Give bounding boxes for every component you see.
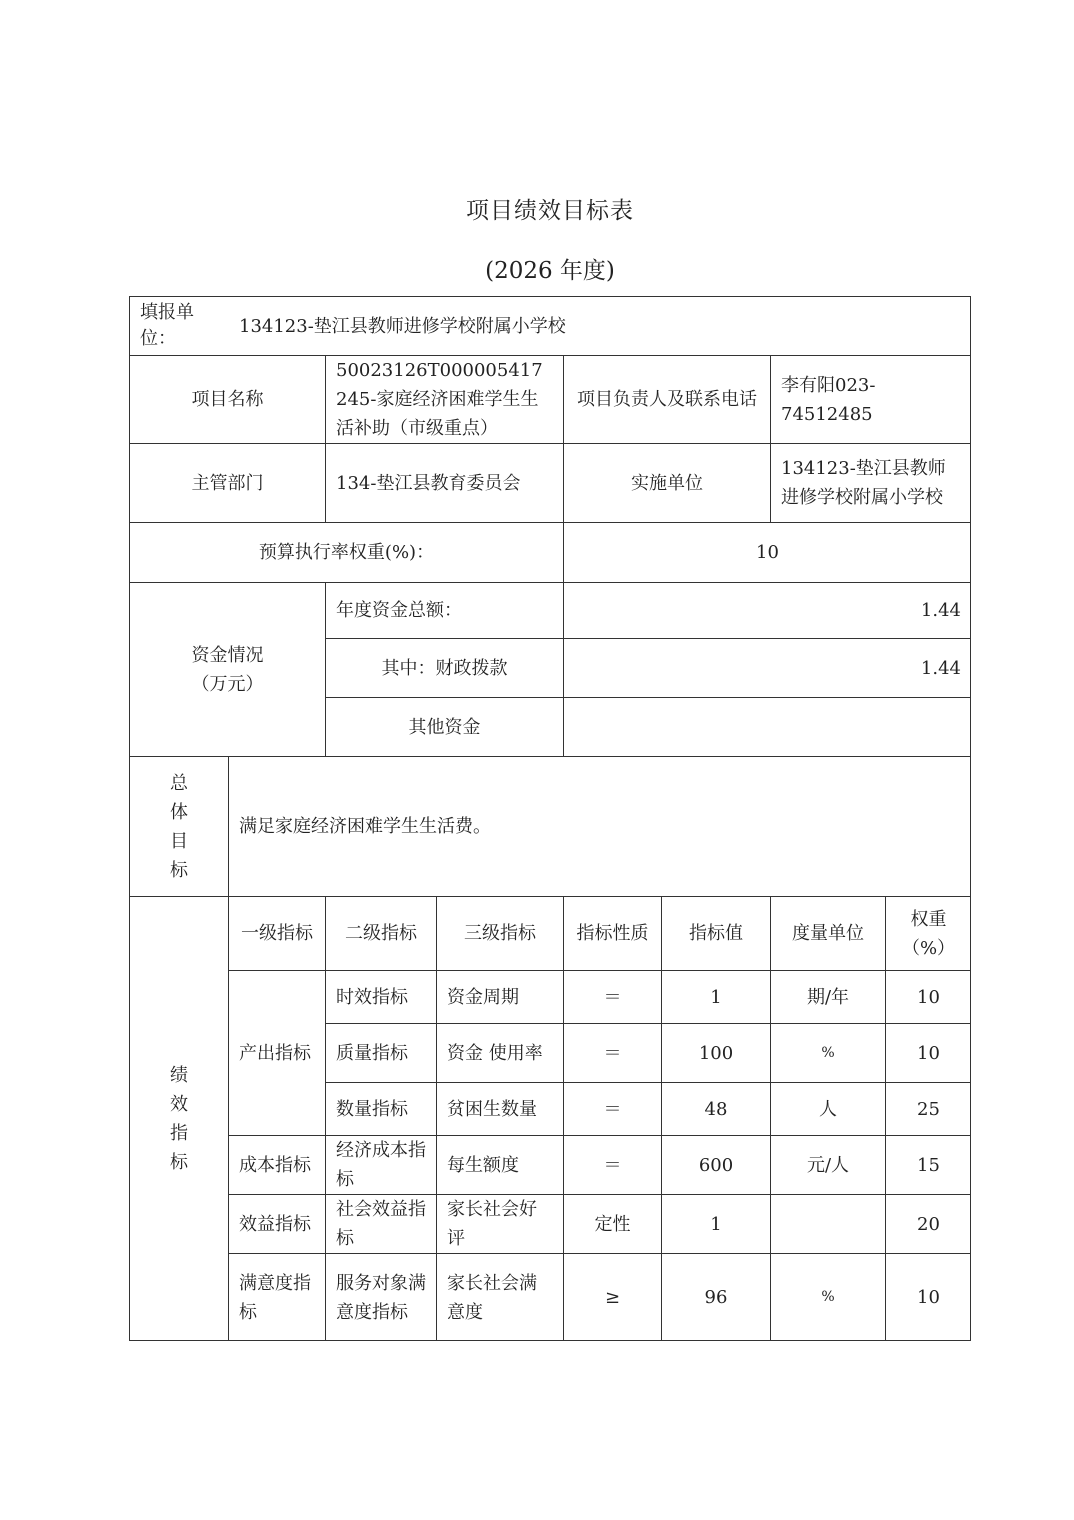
table-row-4-level1: 效益指标 — [228, 1194, 325, 1253]
table-row-0-level2: 时效指标 — [325, 970, 436, 1023]
overall-goal-label: 总体目标 — [170, 772, 188, 881]
table-row-4-nature: 定性 — [563, 1194, 661, 1253]
table-row-2-nature: ＝ — [563, 1082, 661, 1135]
table-row-1-unit: % — [770, 1023, 885, 1082]
table-row-4-level2: 社会效益指标 — [325, 1194, 436, 1253]
performance-goal-table — [129, 296, 971, 1341]
table-row-5-nature: ≥ — [563, 1253, 661, 1341]
page-subtitle: (2026 年度) — [485, 258, 615, 284]
project-manager-value: 李有阳023-74512485 — [770, 355, 971, 443]
table-row-3-value: 600 — [661, 1135, 770, 1194]
table-row-1-value: 100 — [661, 1023, 770, 1082]
header-nature: 指标性质 — [563, 896, 661, 970]
funds-fiscal-label: 其中：财政拨款 — [325, 638, 563, 697]
table-row-4-level3: 家长社会好评 — [436, 1194, 563, 1253]
header-level1: 一级指标 — [228, 896, 325, 970]
budget-weight-label: 预算执行率权重(%)： — [129, 522, 563, 582]
funds-other-value — [563, 697, 971, 756]
table-row-3-weight: 15 — [885, 1135, 971, 1194]
table-row-2-weight: 25 — [885, 1082, 971, 1135]
table-row-3-nature: ＝ — [563, 1135, 661, 1194]
table-row-0-unit: 期/年 — [770, 970, 885, 1023]
table-row-0-nature: ＝ — [563, 970, 661, 1023]
funds-total-value: 1.44 — [563, 582, 971, 638]
project-name-value: 50023126T000005417245-家庭经济困难学生生活补助（市级重点） — [325, 355, 563, 443]
competent-department-value: 134-垫江县教育委员会 — [325, 443, 563, 522]
header-value: 指标值 — [661, 896, 770, 970]
table-row-4-value: 1 — [661, 1194, 770, 1253]
table-row-3-level3: 每生额度 — [436, 1135, 563, 1194]
project-manager-label: 项目负责人及联系电话 — [563, 355, 770, 443]
overall-goal-label-cell — [129, 756, 228, 896]
funds-other-label: 其他资金 — [325, 697, 563, 756]
budget-weight-value: 10 — [563, 522, 971, 582]
header-unit: 度量单位 — [770, 896, 885, 970]
table-row-5-level3: 家长社会满意度 — [436, 1253, 563, 1341]
table-row-0-value: 1 — [661, 970, 770, 1023]
table-row-3-unit: 元/人 — [770, 1135, 885, 1194]
funds-total-label: 年度资金总额： — [325, 582, 563, 638]
level1-output: 产出指标 — [228, 970, 325, 1135]
header-weight: 权重（%） — [885, 896, 971, 970]
table-row-5-level2: 服务对象满意度指标 — [325, 1253, 436, 1341]
table-row-4-unit — [770, 1194, 885, 1253]
table-row-2-level2: 数量指标 — [325, 1082, 436, 1135]
table-row-4-weight: 20 — [885, 1194, 971, 1253]
indicators-label: 绩效指标 — [170, 1065, 188, 1173]
implementing-unit-label: 实施单位 — [563, 443, 770, 522]
table-row-1-nature: ＝ — [563, 1023, 661, 1082]
table-row-2-level3: 贫困生数量 — [436, 1082, 563, 1135]
table-row-2-unit: 人 — [770, 1082, 885, 1135]
project-name-label: 项目名称 — [129, 355, 325, 443]
table-row-1-level3: 资金 使用率 — [436, 1023, 563, 1082]
table-row-5-weight: 10 — [885, 1253, 971, 1341]
funds-fiscal-value: 1.44 — [563, 638, 971, 697]
reporting-unit-value: 134123-垫江县教师进修学校附属小学校 — [229, 296, 971, 355]
funds-label: 资金情况（万元） — [129, 582, 325, 756]
table-row-2-value: 48 — [661, 1082, 770, 1135]
table-row-1-weight: 10 — [885, 1023, 971, 1082]
table-row-0-level3: 资金周期 — [436, 970, 563, 1023]
overall-goal-value: 满足家庭经济困难学生生活费。 — [228, 756, 971, 896]
table-row-1-level2: 质量指标 — [325, 1023, 436, 1082]
table-row-0-weight: 10 — [885, 970, 971, 1023]
competent-department-label: 主管部门 — [129, 443, 325, 522]
table-row-3-level2: 经济成本指标 — [325, 1135, 436, 1194]
header-level3: 三级指标 — [436, 896, 563, 970]
indicators-label-cell — [129, 896, 228, 1341]
implementing-unit-value: 134123-垫江县教师进修学校附属小学校 — [770, 443, 971, 522]
table-row-3-level1: 成本指标 — [228, 1135, 325, 1194]
header-level2: 二级指标 — [325, 896, 436, 970]
table-row-5-level1: 满意度指标 — [228, 1253, 325, 1341]
reporting-unit-label: 填报单位： — [129, 296, 229, 355]
table-row-5-unit: % — [770, 1253, 885, 1341]
page-title: 项目绩效目标表 — [466, 198, 634, 224]
table-row-5-value: 96 — [661, 1253, 770, 1341]
